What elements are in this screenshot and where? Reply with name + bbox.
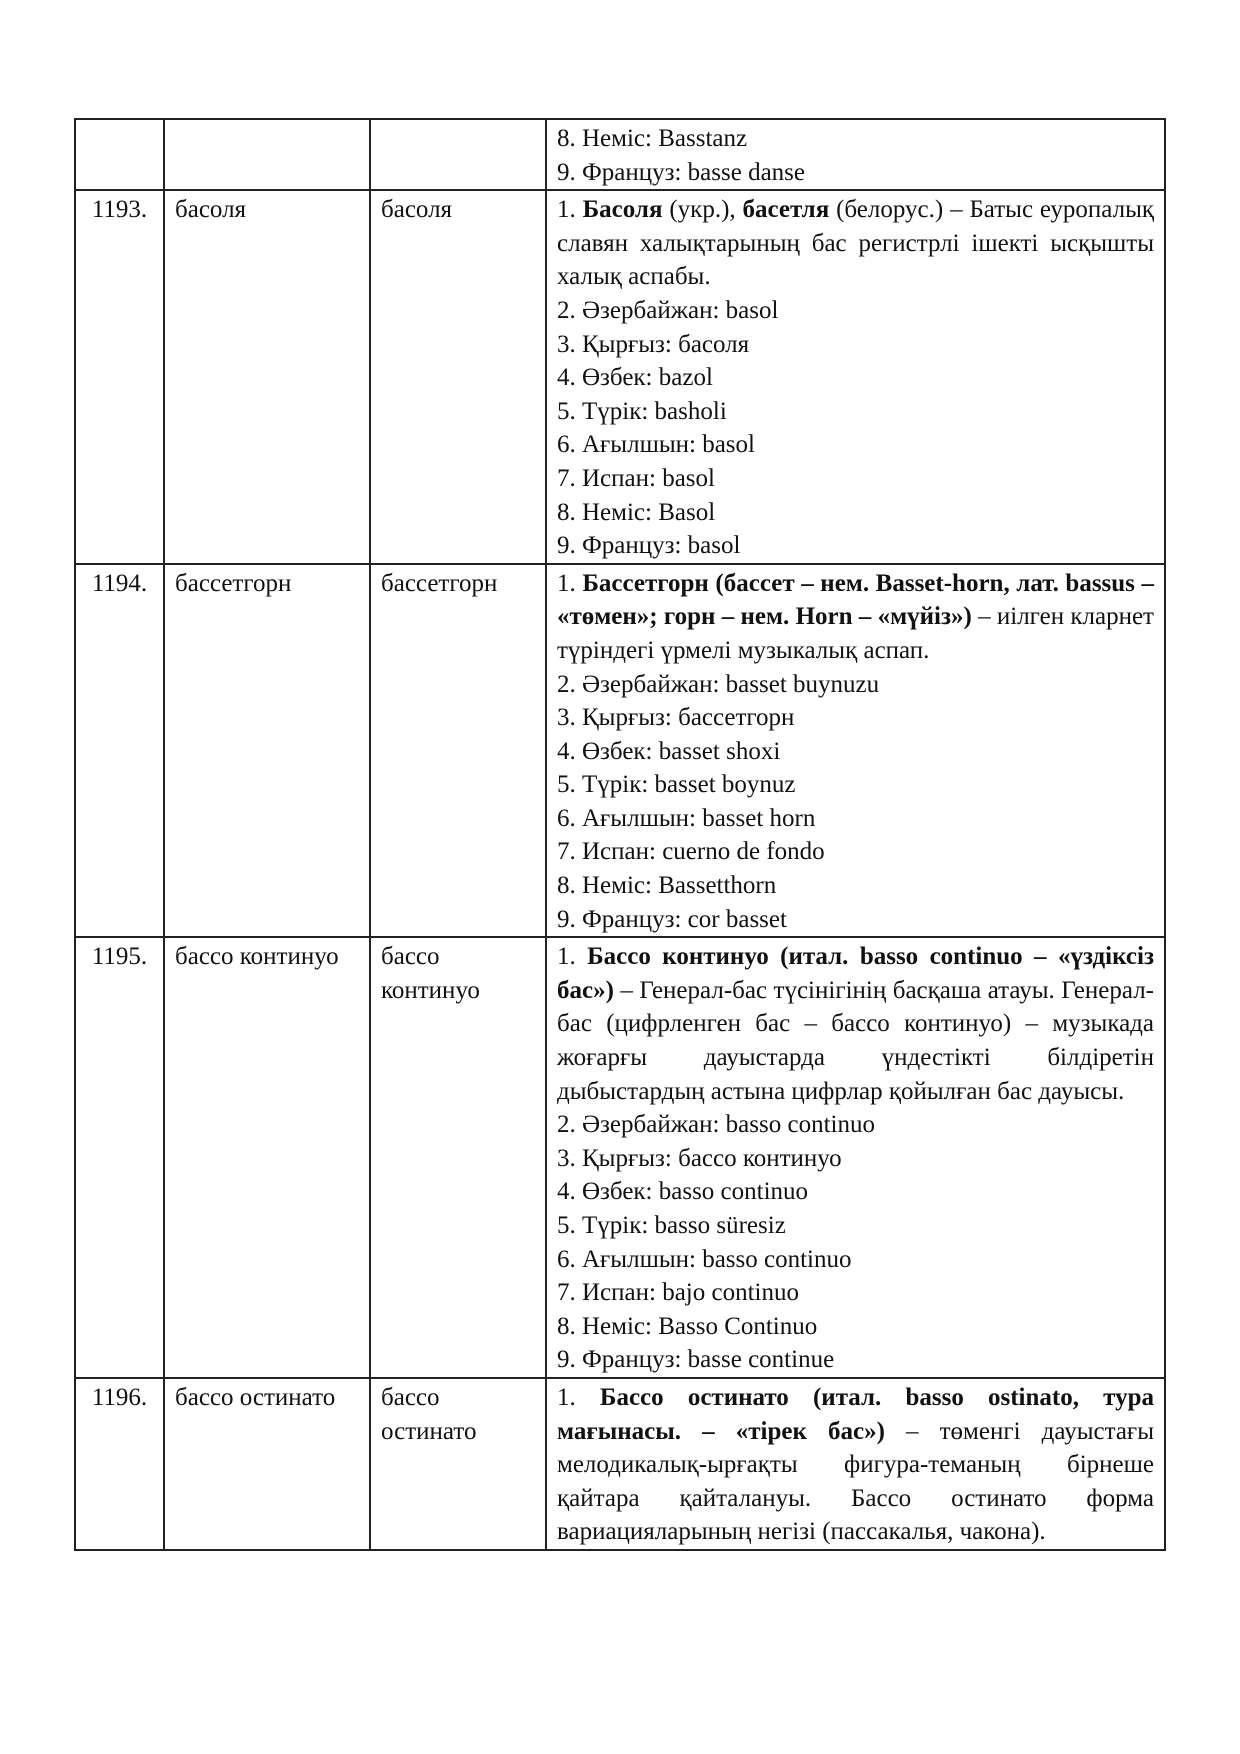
definition-cell bbox=[546, 1378, 1165, 1550]
translation-line: 2. Әзербайжан: basset buynuzu bbox=[557, 670, 880, 698]
definition-segment: 1. bbox=[557, 943, 588, 971]
table-row bbox=[75, 937, 1165, 1378]
entry-number bbox=[75, 119, 164, 190]
definition-text bbox=[557, 1381, 1154, 1549]
definition-cell bbox=[546, 937, 1165, 1378]
definition-text bbox=[557, 940, 1154, 1108]
term-russian: бассо континуо bbox=[370, 937, 546, 1378]
definition-segment: – Генерал-бас түсінігінің басқаша атауы. Генерал-бас (цифрленген бас – бассо континуо) – музыкада жоғарғы дауыстарда үндестікті білдіретін дыбыстардың астына цифрлар қойылған бас дауысы. bbox=[557, 976, 1154, 1105]
term-kazakh: бассо остинато bbox=[164, 1378, 370, 1550]
translation-line: 9. Француз: basse continue bbox=[557, 1346, 835, 1374]
definition-cell bbox=[546, 119, 1165, 190]
translation-line: 6. Ағылшын: basol bbox=[557, 431, 755, 459]
translation-line: 4. Өзбек: basset shoxi bbox=[557, 737, 781, 765]
translation-line: 5. Түрік: basset boynuz bbox=[557, 771, 796, 799]
dictionary-table-body bbox=[75, 119, 1165, 1550]
translation-line: 5. Түрік: basso süresiz bbox=[557, 1212, 786, 1239]
translation-line: 2. Әзербайжан: basol bbox=[557, 296, 779, 324]
definition-segment: – иілген кларнет түріндегі үрмелі музыкалық аспап. bbox=[557, 603, 1154, 664]
term-russian bbox=[370, 119, 546, 190]
translation-line: 3. Қырғыз: бассо континуо bbox=[557, 1144, 842, 1172]
definition-segment: 1. bbox=[557, 1383, 600, 1411]
translation-line: 6. Ағылшын: basset horn bbox=[557, 804, 816, 832]
term-russian: бассетгорн bbox=[370, 564, 546, 938]
definition-segment: (белорус.) – Батыс еуропалық славян халықтарының бас регистрлі ішекті ысқышты халық аспабы. bbox=[557, 196, 1155, 291]
definition-cell bbox=[546, 190, 1165, 564]
translation-line: 8. Неміс: Basso Continuo bbox=[557, 1312, 818, 1340]
translation-line: 9. Француз: basse danse bbox=[557, 158, 805, 186]
entry-number: 1195. bbox=[75, 937, 164, 1378]
definition-segment: (укр.), bbox=[662, 196, 743, 224]
term-kazakh: басоля bbox=[164, 190, 370, 564]
translation-line: 9. Француз: basol bbox=[557, 532, 741, 560]
definition-segment: 1. bbox=[557, 569, 583, 597]
translation-line: 7. Испан: basol bbox=[557, 464, 715, 492]
entry-number: 1194. bbox=[75, 564, 164, 938]
translation-line: 7. Испан: bajo continuo bbox=[557, 1279, 799, 1307]
translation-line: 9. Француз: cor basset bbox=[557, 905, 787, 933]
definition-term-bold: Бассетгорн (бассет – нем. Basset-horn, лат. bassus – «төмен»; горн – нем. Horn – «мүйіз») bbox=[557, 569, 1155, 631]
translation-line: 8. Неміс: Basstanz bbox=[557, 125, 748, 152]
entry-number: 1193. bbox=[75, 190, 164, 564]
translation-line: 4. Өзбек: bazol bbox=[557, 364, 713, 392]
definition-segment: – төменгі дауыстағы мелодикалық-ырғақты фигура-теманың бірнеше қайтара қайталануы. Бассо остинато форма вариацияларының негізі (пассакалья, чакона). bbox=[557, 1417, 1154, 1546]
term-kazakh bbox=[164, 119, 370, 190]
translation-line: 7. Испан: cuerno de fondo bbox=[557, 838, 825, 866]
term-kazakh: бассо континуо bbox=[164, 937, 370, 1378]
definition-text bbox=[557, 193, 1154, 294]
table-row bbox=[75, 1378, 1165, 1550]
translation-line: 2. Әзербайжан: basso continuo bbox=[557, 1111, 875, 1139]
definition-text bbox=[557, 567, 1154, 668]
definition-term-bold: Бассо остинато (итал. basso ostinato, тура мағынасы. – «тірек бас») bbox=[557, 1383, 1154, 1445]
table-row bbox=[75, 190, 1165, 564]
definition-term-bold: Бассо континуо (итал. basso continuo – «үздіксіз бас») bbox=[557, 943, 1155, 1004]
table-row bbox=[75, 564, 1165, 938]
definition-segment: 1. bbox=[557, 196, 583, 224]
translation-line: 8. Неміс: Basol bbox=[557, 498, 716, 526]
definition-term-bold: Басоля bbox=[582, 196, 663, 224]
dictionary-table bbox=[74, 118, 1166, 1551]
translation-line: 6. Ағылшын: basso continuo bbox=[557, 1245, 852, 1273]
translation-line: 8. Неміс: Bassetthorn bbox=[557, 872, 777, 900]
definition-cell bbox=[546, 564, 1165, 938]
translation-line: 4. Өзбек: basso continuo bbox=[557, 1178, 809, 1206]
term-russian: басоля bbox=[370, 190, 546, 564]
translation-line: 5. Түрік: basholi bbox=[557, 397, 727, 425]
translation-line: 3. Қырғыз: басоля bbox=[557, 330, 750, 358]
table-row bbox=[75, 119, 1165, 190]
translation-line: 3. Қырғыз: бассетгорн bbox=[557, 704, 795, 732]
term-russian: бассо остинато bbox=[370, 1378, 546, 1550]
term-kazakh: бассетгорн bbox=[164, 564, 370, 938]
definition-term-bold: басетля bbox=[742, 196, 830, 224]
entry-number: 1196. bbox=[75, 1378, 164, 1550]
